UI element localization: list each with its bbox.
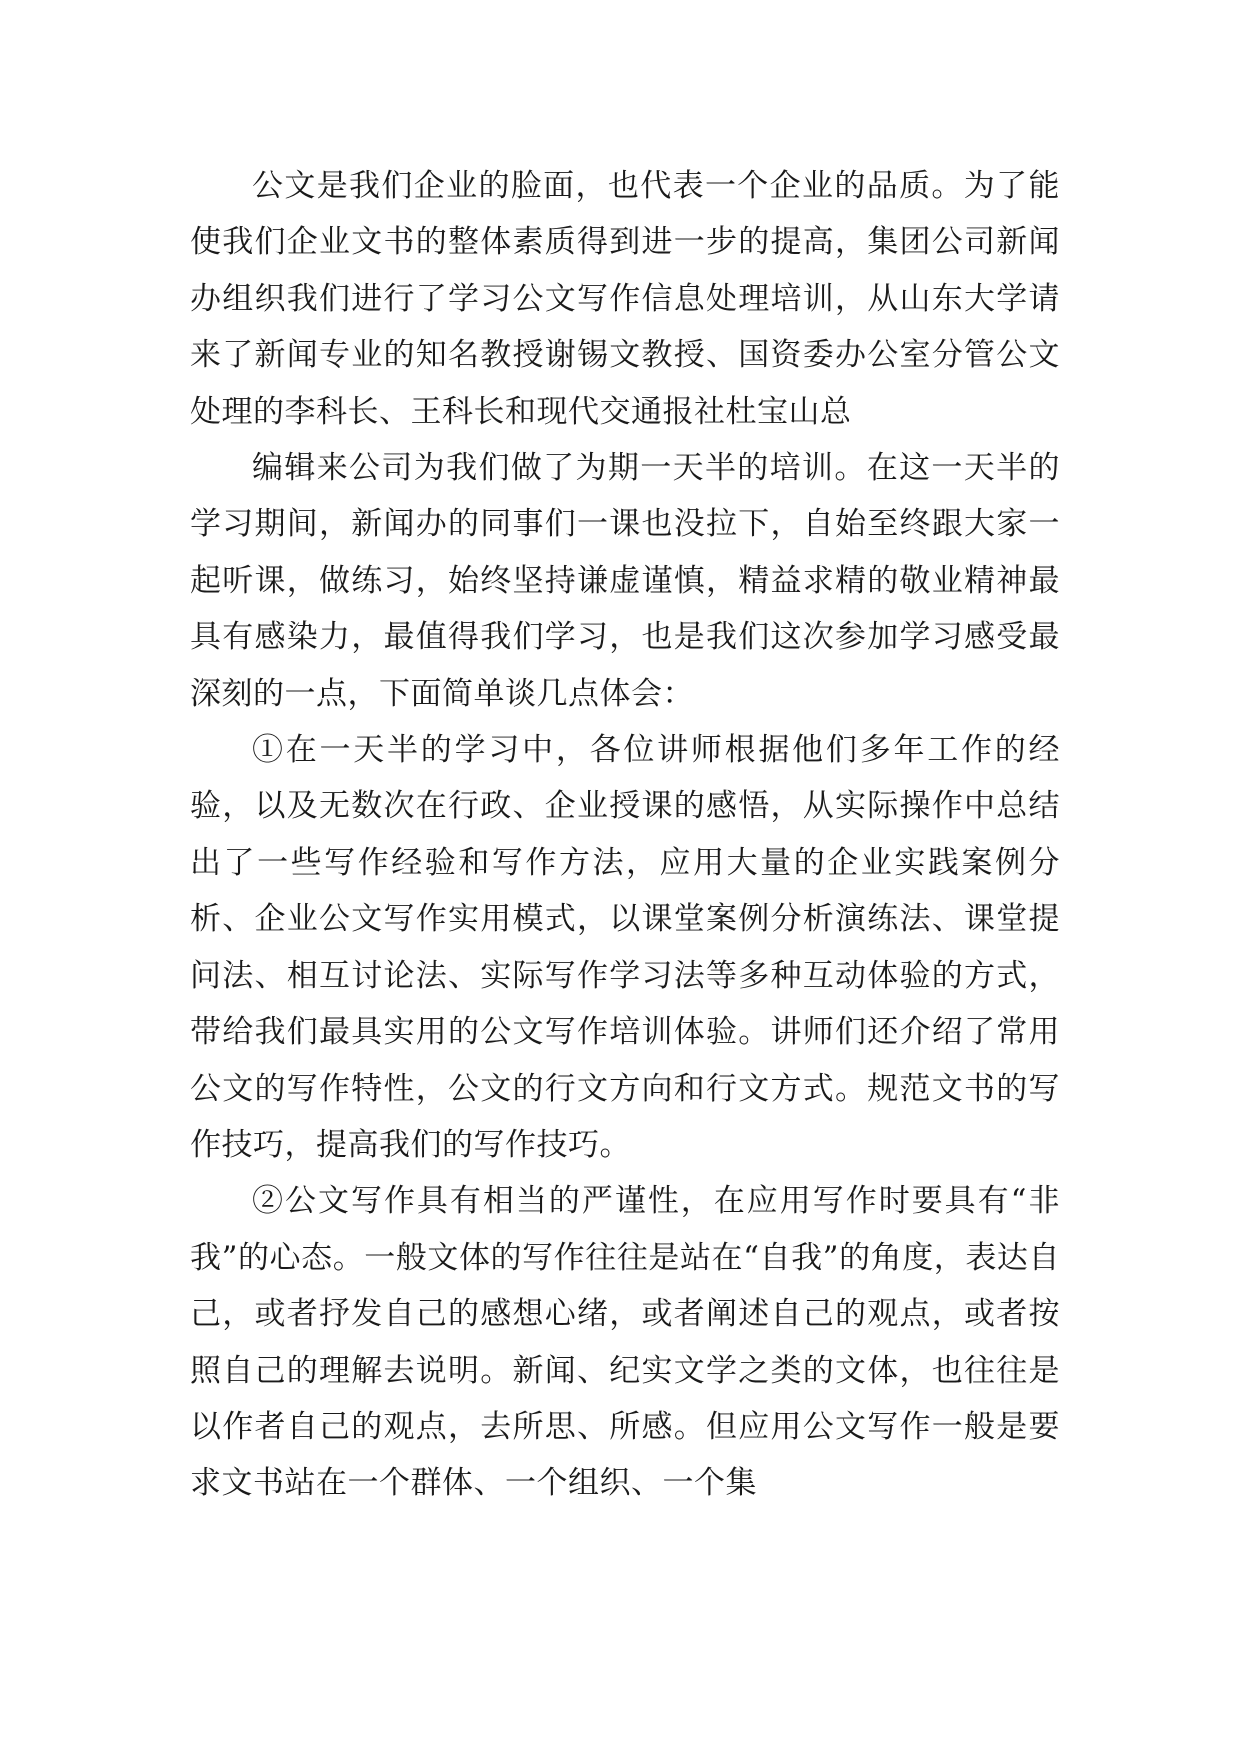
paragraph-point-2: ②公文写作具有相当的严谨性，在应用写作时要具有“非我”的心态。一般文体的写作往往是站在“自我”的角度，表达自己，或者抒发自己的感想心绪，或者阐述自己的观点，或者按照自己的理解去说明。新闻、纪实文学之类的文体，也往往是以作者自己的观点，去所思、所感。但应用公文写作一般是要求文书站在一个群体、一个组织、一个集 <box>190 1183 1060 1502</box>
body-text <box>190 158 1060 1512</box>
paragraph-intro: 公文是我们企业的脸面，也代表一个企业的品质。为了能使我们企业文书的整体素质得到进一步的提高，集团公司新闻办组织我们进行了学习公文写作信息处理培训，从山东大学请来了新闻专业的知名教授谢锡文教授、国资委办公室分管公文处理的李科长、王科长和现代交通报社杜宝山总 <box>190 168 1060 430</box>
paragraph-training: 编辑来公司为我们做了为期一天半的培训。在这一天半的学习期间，新闻办的同事们一课也没拉下，自始至终跟大家一起听课，做练习，始终坚持谦虚谨慎，精益求精的敬业精神最具有感染力，最值得我们学习，也是我们这次参加学习感受最深刻的一点，下面简单谈几点体会： <box>190 450 1060 712</box>
paragraph-point-1: ①在一天半的学习中，各位讲师根据他们多年工作的经验，以及无数次在行政、企业授课的感悟，从实际操作中总结出了一些写作经验和写作方法，应用大量的企业实践案例分析、企业公文写作实用模式，以课堂案例分析演练法、课堂提问法、相互讨论法、实际写作学习法等多种互动体验的方式，带给我们最具实用的公文写作培训体验。讲师们还介绍了常用公文的写作特性，公文的行文方向和行文方式。规范文书的写作技巧，提高我们的写作技巧。 <box>190 732 1060 1163</box>
